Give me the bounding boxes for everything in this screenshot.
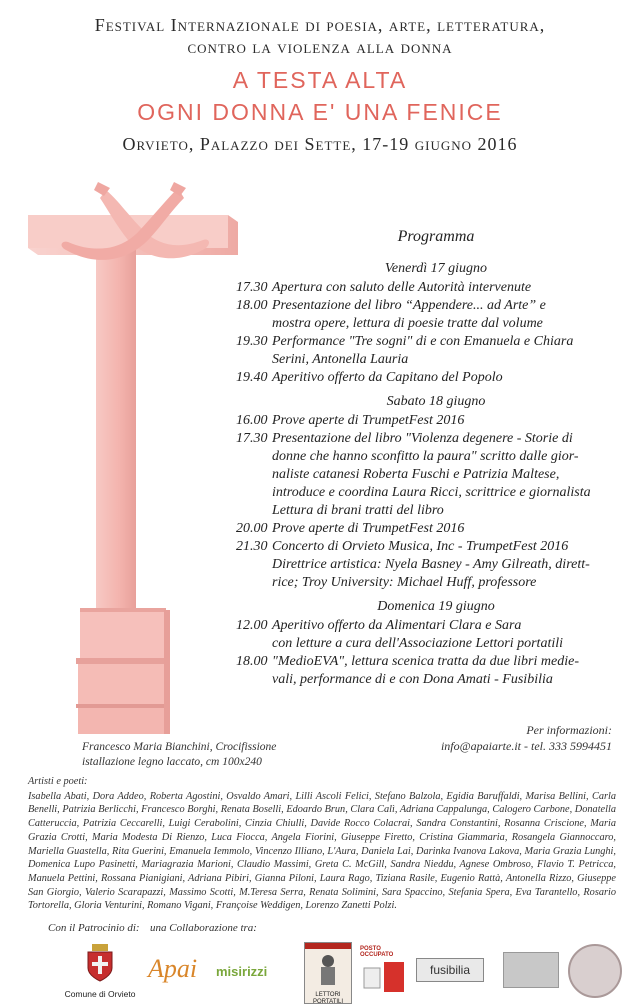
programme-item-line: Apertura con saluto delle Autorità intervenute xyxy=(272,280,532,295)
programme-item-time: 17.30 xyxy=(236,280,268,295)
programme-item xyxy=(236,369,636,387)
comune-label: Comune di Orvieto xyxy=(64,989,136,999)
programme-item xyxy=(236,279,636,297)
programme-item-time: 18.00 xyxy=(236,298,268,313)
programme-item-line: mostra opere, lettura di poesie tratte dal volume xyxy=(272,316,543,331)
programme-item-time: 19.30 xyxy=(236,334,268,349)
programme-item-time: 12.00 xyxy=(236,618,268,633)
artwork-caption xyxy=(82,740,276,770)
programme-item-line: Prove aperte di TrumpetFest 2016 xyxy=(272,413,465,428)
programme-item xyxy=(236,430,636,520)
coat-of-arms-icon xyxy=(85,944,115,982)
contact-info xyxy=(441,722,612,754)
programme-item-description xyxy=(272,653,636,689)
programme-item-time: 20.00 xyxy=(236,521,268,536)
programme-item-description xyxy=(272,412,636,430)
programme-day-heading: Venerdì 17 giugno xyxy=(384,261,488,276)
programme-item xyxy=(236,297,636,333)
festival-header xyxy=(0,14,640,155)
programme-item-description xyxy=(272,430,636,520)
programme-item-line: "MedioEVA", lettura scenica tratta da due libri medie- xyxy=(272,654,579,669)
programme-item-line: vali, performance di e con Dona Amati - Fusibilia xyxy=(272,672,553,687)
programme-item-line: naliste catanesi Roberta Fuschi e Patrizia Maltese, xyxy=(272,467,560,482)
programme-item-time: 17.30 xyxy=(236,431,268,446)
sponsor-logos xyxy=(0,940,640,1007)
programme-item-line: Prove aperte di TrumpetFest 2016 xyxy=(272,521,465,536)
programme-item-time: 21.30 xyxy=(236,539,268,554)
programme-item-line: Aperitivo offerto da Alimentari Clara e Sara xyxy=(272,618,522,633)
programme-item xyxy=(236,333,636,369)
programme-item-description xyxy=(272,617,636,653)
programme-item-line: Presentazione del libro "Violenza degenere - Storie di xyxy=(272,431,573,446)
comune-orvieto-logo xyxy=(55,944,145,999)
programme-day-heading: Sabato 18 giugno xyxy=(386,394,486,409)
crucifixion-sculpture-image xyxy=(28,170,238,745)
programme-item xyxy=(236,520,636,538)
programme-day-heading: Domenica 19 giugno xyxy=(377,599,495,614)
programme-item-line: con letture a cura dell'Associazione Lettori portatili xyxy=(272,636,564,651)
caption-line-1: Francesco Maria Bianchini, Crocifissione xyxy=(82,741,277,753)
programme-item-line: Concerto di Orvieto Musica, Inc - TrumpetFest 2016 xyxy=(272,539,569,554)
header-line-1: Festival Internazionale di poesia, arte, letteratura, xyxy=(94,15,546,35)
artists-list: Isabella Abati, Dora Addeo, Roberta Agostini, Osvaldo Amari, Lilli Ascoli Felici, Stefano Balzola, Egidia Baruffaldi, Marisa Bellini, Carla Benelli, Patrizia Berlicchi, Francesco Borghi, Renata Boselli, Edoardo Brun, Clara Calì, Adriana Cappalunga, Calogero Carbone, Donatella Catteruccia, Patrizia Ceccarelli, Luigi Cerabolini, Cinzia Chiulli, Davide Rocco Colacrai, Sandra Constantini, Rosanna Criscione, Maria Grazia Crotti, Maria Modesta Di Rienzo, Luca Fiocca, Angela Fiorini, Giuseppe Firetto, Cristina Giammaria, Rosangela Giannoccaro, Mariella Guastella, Rita Guerini, Emanuela Iemmolo, Vincenzo Illiano, L'Aura, Daniela Lai, Darinka Ivanova Lakova, Maria Grazia Lunghi, Domenica Lupo Pasinetti, Mariagrazia Marioni, Claudio Massimi, Greta C. McGill, Sandra Nieddu, Agnese Ombroso, Flavio T. Petricca, Manuela Pettini, Rossana Pianigiani, Adriana Pibiri, Gianna Piloni, Laura Rago, Tiziana Rasile, Eugenio Rattà, Antonella Rizzo, Giuseppe San Giorgio, Valerio Scarapazzi, Massimo Scotti, M.Teresa Serra, Renata Solimini, Sara Spaccino, Stefania Spera, Eva Tarantello, Rosario Tortorella, Gloria Venturini, Romano Vigani, Françoise Weddigen, Lorenzo Zanetti Polzi. xyxy=(28,790,616,912)
apai-logo: Apai xyxy=(148,954,198,983)
programme-item xyxy=(236,538,636,592)
misirizzi-logo: misirizzi xyxy=(216,964,268,979)
partner-logo-gray xyxy=(503,952,559,988)
programme-item-line: introduce e coordina Laura Ricci, scrittrice e giornalista xyxy=(272,485,591,500)
programme-item-time: 18.00 xyxy=(236,654,268,669)
reader-figure-icon xyxy=(305,943,351,987)
chair-icon xyxy=(360,958,408,998)
title-line-2: OGNI DONNA E' UNA FENICE xyxy=(137,99,503,125)
partner-round-logo xyxy=(568,944,622,998)
programme-item-line: rice; Troy University: Michael Huff, professore xyxy=(272,575,537,590)
programme-item-description xyxy=(272,538,636,592)
programme-item-line: Lettura di brani tratti del libro xyxy=(272,503,444,518)
info-label: Per informazioni: xyxy=(526,723,612,737)
programme-item-line: Direttrice artistica: Nyela Basney - Amy Gilreath, dirett- xyxy=(272,557,590,572)
collaboration-label: una Collaborazione tra: xyxy=(150,922,257,934)
programme-title: Programma xyxy=(397,228,475,245)
programme xyxy=(236,228,636,689)
programme-item-line: donne che hanno sconfitto la paura" scritto dalle gior- xyxy=(272,449,579,464)
programme-item-description xyxy=(272,369,636,387)
programme-item xyxy=(236,653,636,689)
programme-item-description xyxy=(272,520,636,538)
patronage-label: Con il Patrocinio di: xyxy=(48,922,140,934)
posto-label: POSTO OCCUPATO xyxy=(360,946,394,958)
lettori-portatili-logo xyxy=(304,942,352,1004)
programme-item-line: Serini, Antonella Lauria xyxy=(272,352,409,367)
caption-line-2: istallazione legno laccato, cm 100x240 xyxy=(82,756,262,768)
programme-item-line: Performance "Tre sogni" di e con Emanuela e Chiara xyxy=(272,334,574,349)
programme-item-description xyxy=(272,279,636,297)
title-line-1: A TESTA ALTA xyxy=(232,67,408,93)
programme-days xyxy=(236,260,636,689)
header-line-2: contro la violenza alla donna xyxy=(187,37,453,57)
programme-item xyxy=(236,617,636,653)
programme-item xyxy=(236,412,636,430)
programme-item-line: Presentazione del libro “Appendere... ad Arte” e xyxy=(272,298,546,313)
programme-item-time: 19.40 xyxy=(236,370,268,385)
programme-item-line: Aperitivo offerto da Capitano del Popolo xyxy=(272,370,503,385)
programme-item-description xyxy=(272,333,636,369)
programme-item-time: 16.00 xyxy=(236,413,268,428)
info-contact[interactable]: info@apaiarte.it - tel. 333 5994451 xyxy=(440,739,612,753)
fusibilia-logo: fusibilia xyxy=(416,958,484,982)
posto-occupato-logo xyxy=(360,946,408,998)
venue-dates: Orvieto, Palazzo dei Sette, 17-19 giugno 2016 xyxy=(122,134,518,154)
programme-item-description xyxy=(272,297,636,333)
artists-section xyxy=(28,775,616,913)
lettori-label: LETTORI PORTATILI xyxy=(312,992,343,1005)
artists-label: Artisti e poeti: xyxy=(28,776,88,787)
